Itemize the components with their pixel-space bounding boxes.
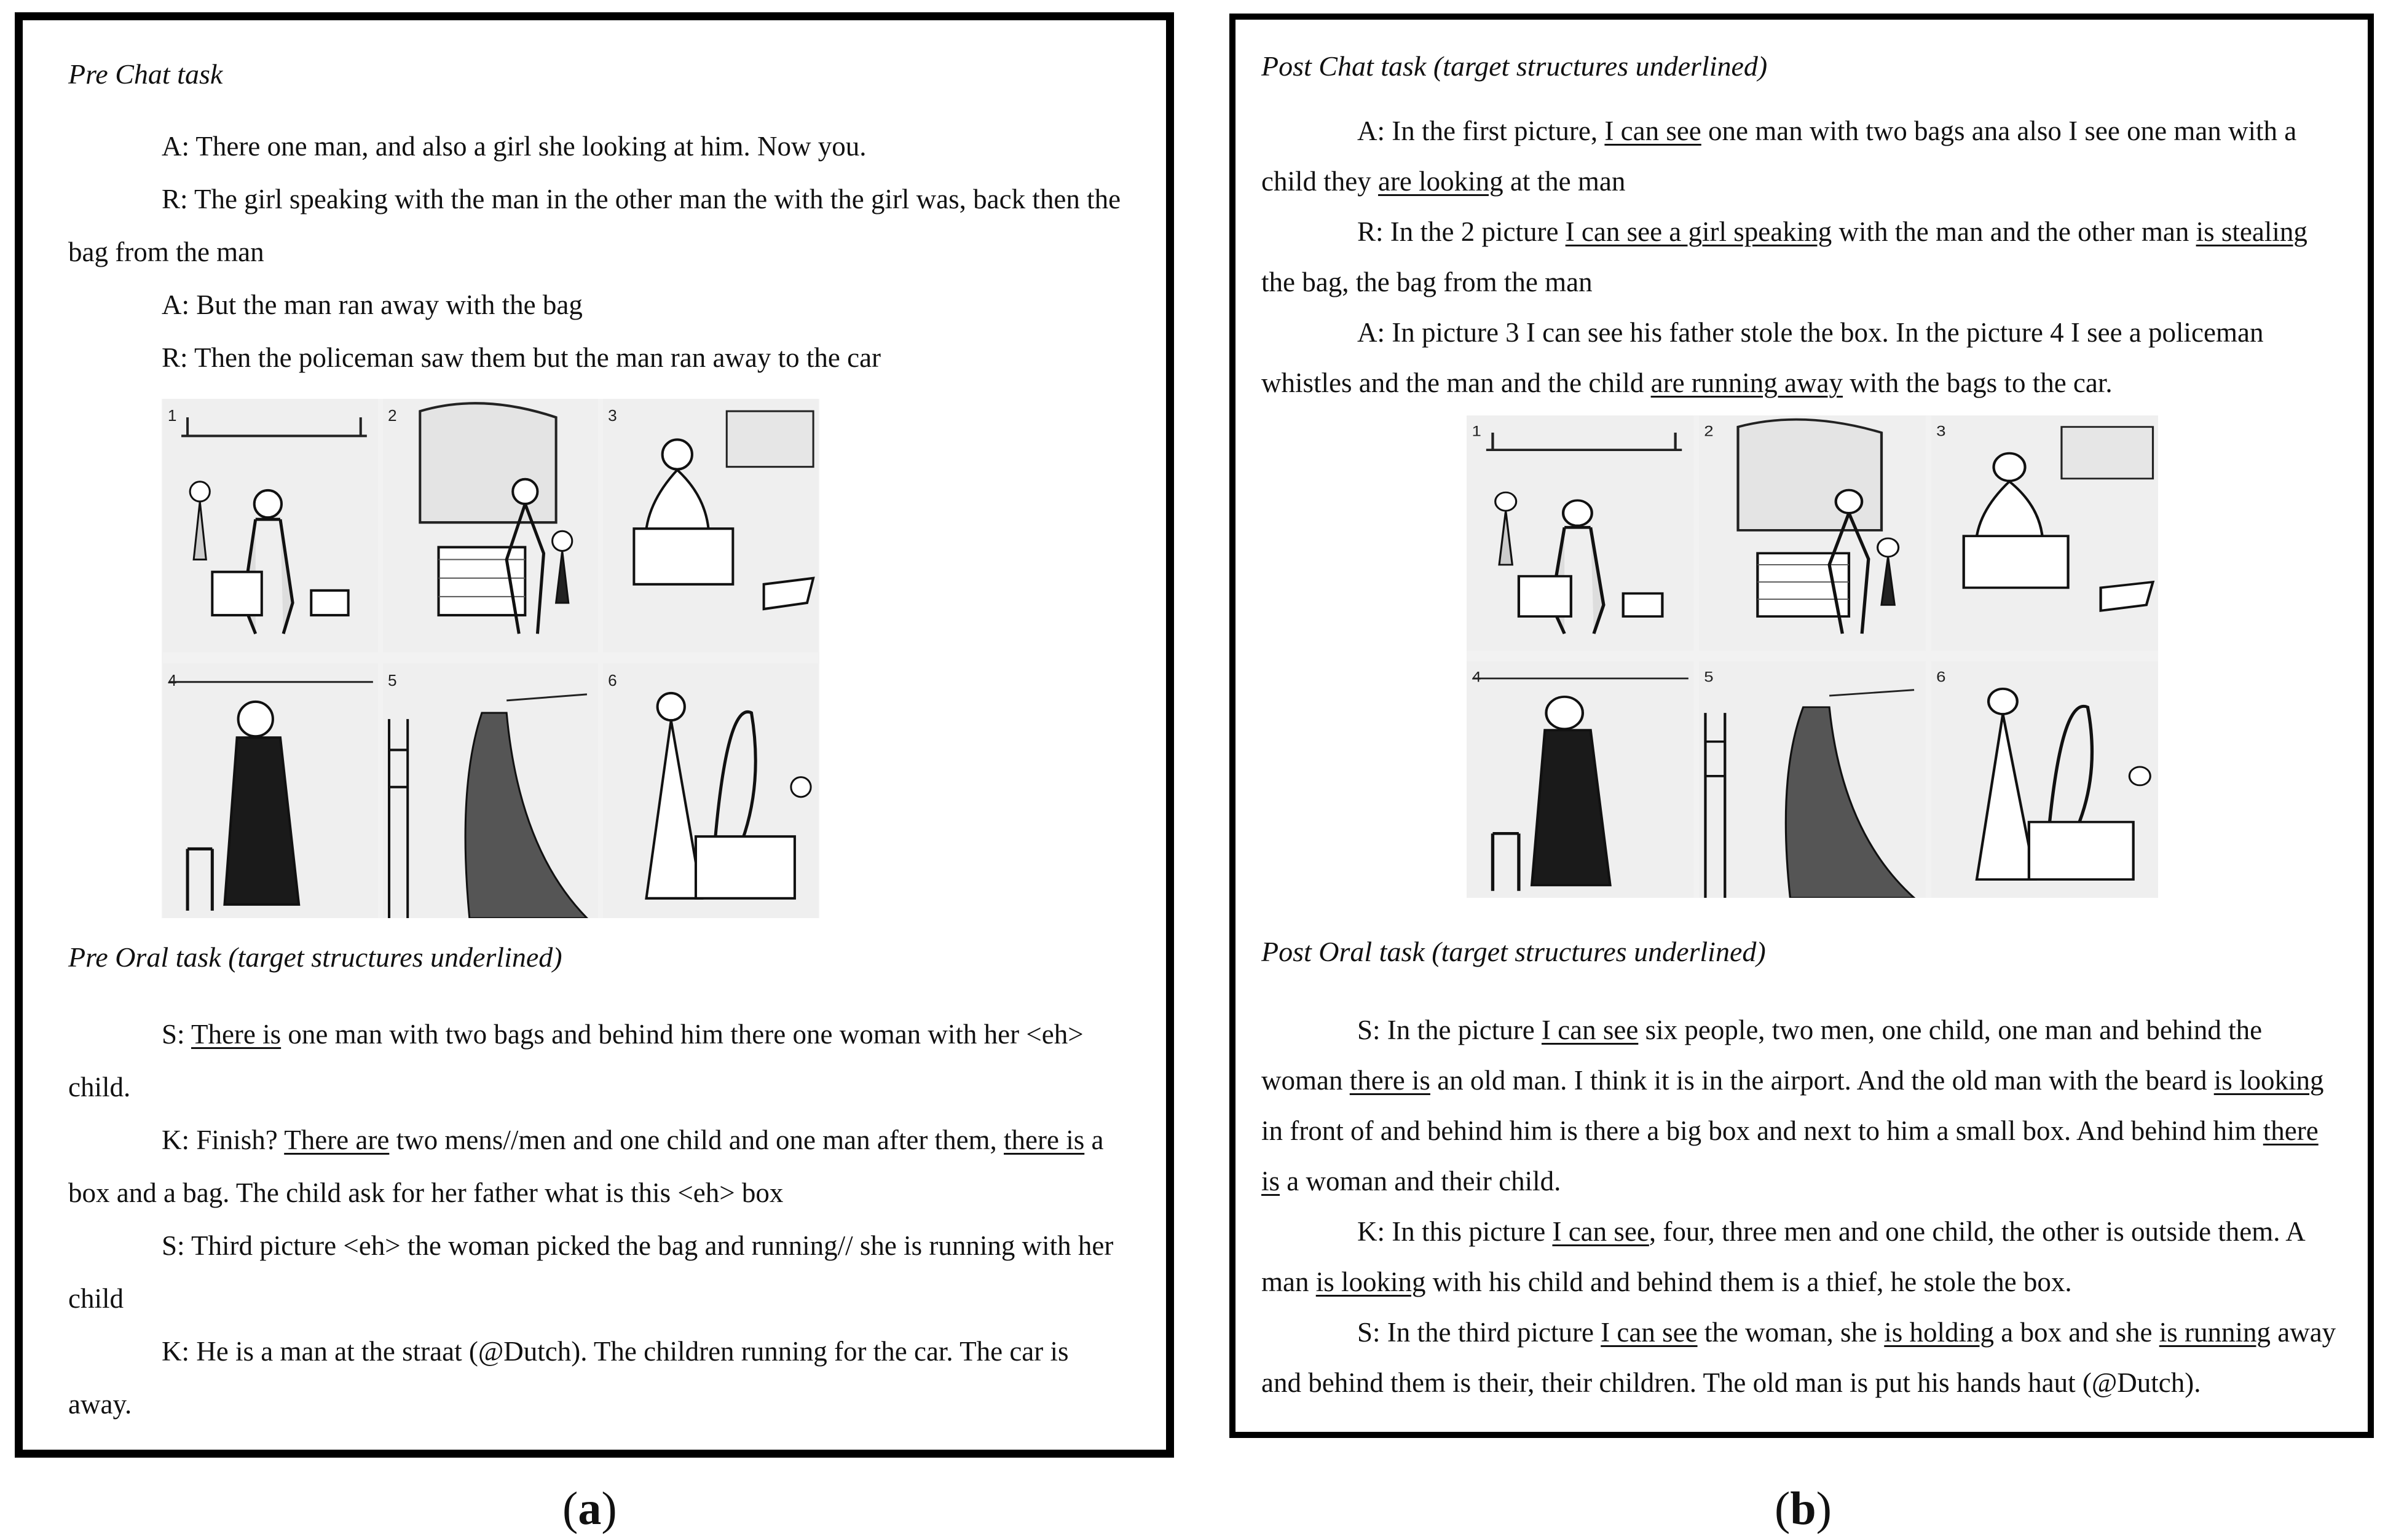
target-structure: are running away: [1650, 367, 1843, 398]
transcript-line: [1261, 206, 2337, 307]
line-text: S: Third picture <eh> the woman picked the bag and running// she is running with her child: [68, 1230, 1114, 1314]
transcript-line: [68, 1325, 1132, 1431]
line-text: R: The girl speaking with the man in the other man the with the girl was, back then the bag from the man: [68, 184, 1121, 267]
comic-number-1: 1: [167, 406, 177, 425]
line-text: K: Finish?: [162, 1125, 285, 1155]
target-structure: is looking: [2213, 1065, 2324, 1096]
post-chat-heading: Post Chat task (target structures underlined): [1261, 50, 1768, 82]
target-structure: are looking: [1377, 166, 1503, 197]
caption-b: [1775, 1481, 1832, 1536]
target-structure: there is: [1261, 1115, 2319, 1196]
caption-a-letter: a: [578, 1483, 602, 1534]
line-text: R: Then the policeman saw them but the man ran away to the car: [162, 342, 881, 373]
target-structure: is holding: [1884, 1317, 1995, 1348]
comic-number-2: 2: [388, 406, 397, 425]
target-structure: I can see: [1541, 1015, 1639, 1045]
caption-b-close: ): [1816, 1483, 1832, 1534]
line-text: a box and a bag. The child ask for her father what is this <eh> box: [68, 1125, 1104, 1208]
comic-number-b-5: 5: [1704, 668, 1714, 686]
transcript-line: [68, 1114, 1132, 1219]
comic-frame-b-5: [1699, 661, 1926, 898]
target-structure: There are: [284, 1125, 390, 1155]
comic-frame-4: [163, 664, 378, 918]
target-structure: there is: [1004, 1125, 1085, 1155]
comic-frame-b-2: [1699, 415, 1926, 651]
post-oral-transcript: [1261, 1005, 2337, 1408]
line-text: a box and she: [1994, 1317, 2159, 1348]
transcript-line: [68, 1219, 1132, 1325]
line-text: with the man and the other man: [1832, 216, 2196, 247]
comic-frame-b-4: [1467, 661, 1693, 898]
transcript-line: [68, 278, 1132, 331]
target-structure: there is: [1349, 1065, 1430, 1096]
transcript-line: [1261, 1005, 2337, 1206]
comic-frame-1: [163, 399, 378, 652]
line-text: six people, two men, one child, one man and behind the woman: [1261, 1015, 2263, 1096]
comic-number-6: 6: [608, 670, 617, 689]
comic-strip-b: [1467, 415, 2158, 898]
post-chat-transcript: [1261, 106, 2337, 408]
comic-frame-2: [383, 399, 598, 652]
pre-oral-transcript: [68, 1008, 1132, 1431]
comic-frame-b-3: [1931, 415, 2158, 651]
line-text: A: But the man ran away with the bag: [162, 289, 583, 320]
comic-frame-b-6: [1931, 661, 2158, 898]
target-structure: is running: [2159, 1317, 2271, 1348]
caption-b-open: (: [1775, 1483, 1791, 1534]
comic-frame-5: [383, 664, 598, 918]
line-text: K: In this picture: [1357, 1216, 1553, 1247]
target-structure: I can see a girl speaking: [1565, 216, 1832, 247]
target-structure: I can see: [1552, 1216, 1649, 1247]
line-text: away and behind them is their, their children. The old man is put his hands haut (@Dutch).: [1261, 1317, 2336, 1398]
transcript-line: [1261, 307, 2337, 408]
comic-strip-a: [162, 399, 819, 918]
comic-frame-6: [603, 664, 818, 918]
comic-number-5: 5: [388, 670, 397, 689]
comic-number-4: 4: [167, 670, 177, 689]
caption-a: [562, 1481, 617, 1536]
line-text: an old man. I think it is in the airport. And the old man with the beard: [1430, 1065, 2214, 1096]
caption-a-open: (: [562, 1483, 578, 1534]
line-text: one man with two bags ana also I see one man with a child they: [1261, 116, 2297, 197]
caption-b-letter: b: [1790, 1483, 1816, 1534]
line-text: at the man: [1503, 166, 1626, 197]
transcript-line: [68, 1008, 1132, 1114]
line-text: K: He is a man at the straat (@Dutch). The children running for the car. The car is away.: [68, 1336, 1069, 1420]
line-text: two mens//men and one child and one man after them,: [389, 1125, 1004, 1155]
line-text: , four, three men and one child, the other is outside them. A man: [1261, 1216, 2304, 1297]
target-structure: is looking: [1315, 1267, 1426, 1297]
line-text: a woman and their child.: [1280, 1166, 1561, 1196]
comic-number-b-6: 6: [1936, 668, 1946, 686]
line-text: S:: [162, 1019, 191, 1050]
comic-number-b-3: 3: [1936, 422, 1946, 440]
comic-frame-b-1: [1467, 415, 1693, 651]
line-text: with his child and behind them is a thief, he stole the box.: [1425, 1267, 2072, 1297]
comic-number-3: 3: [608, 406, 617, 425]
line-text: R: In the 2 picture: [1357, 216, 1566, 247]
transcript-line: [68, 173, 1132, 278]
caption-a-close: ): [601, 1483, 617, 1534]
line-text: the bag, the bag from the man: [1261, 267, 1593, 297]
comic-frame-3: [603, 399, 818, 652]
pre-chat-transcript: [68, 120, 1132, 384]
line-text: with the bags to the car.: [1842, 367, 2113, 398]
line-text: S: In the picture: [1357, 1015, 1542, 1045]
transcript-line: [68, 331, 1132, 384]
transcript-line: [1261, 106, 2337, 206]
target-structure: There is: [191, 1019, 282, 1050]
pre-oral-heading: Pre Oral task (target structures underlined): [68, 941, 562, 973]
post-oral-heading: Post Oral task (target structures underlined): [1261, 936, 1766, 967]
target-structure: is stealing: [2196, 216, 2307, 247]
pre-chat-heading: Pre Chat task: [68, 58, 223, 90]
comic-number-b-2: 2: [1704, 422, 1714, 440]
target-structure: I can see: [1604, 116, 1701, 146]
panel-b: [1229, 14, 2374, 1438]
line-text: A: In the first picture,: [1357, 116, 1605, 146]
target-structure: I can see: [1601, 1317, 1698, 1348]
line-text: in front of and behind him is there a big box and next to him a small box. And behind him: [1261, 1115, 2263, 1146]
transcript-line: [1261, 1307, 2337, 1408]
comic-number-b-1: 1: [1472, 422, 1481, 440]
line-text: S: In the third picture: [1357, 1317, 1601, 1348]
line-text: the woman, she: [1697, 1317, 1885, 1348]
panel-a: [15, 12, 1174, 1458]
line-text: A: In picture 3 I can see his father stole the box. In the picture 4 I see a policeman whistles and the man and the child: [1261, 317, 2264, 398]
line-text: A: There one man, and also a girl she looking at him. Now you.: [162, 131, 867, 162]
line-text: one man with two bags and behind him there one woman with her <eh> child.: [68, 1019, 1084, 1102]
transcript-line: [1261, 1206, 2337, 1307]
comic-number-b-4: 4: [1472, 668, 1481, 686]
transcript-line: [68, 120, 1132, 173]
